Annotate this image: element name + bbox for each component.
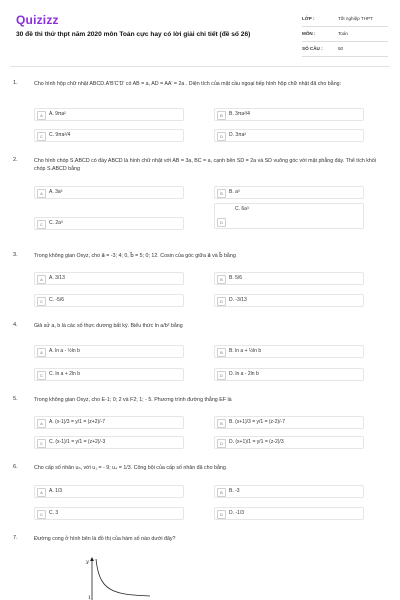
option-letter: C: [37, 439, 46, 448]
question-text: Đường cong ở hình bên là đồ thị của hàm số nào dưới đây?: [34, 536, 176, 542]
option-text: B. 5/6: [229, 275, 243, 281]
option-text: A. ln a - ½ln b: [49, 348, 80, 354]
option-letter: C: [37, 132, 46, 141]
question-text: Trong không gian Oxyz, cho E-1; 0; 2 và F2; 1; - 5. Phương trình đường thẳng EF là: [34, 397, 232, 403]
answer-option-a[interactable]: [34, 186, 184, 199]
answer-option-c[interactable]: [34, 217, 184, 230]
option-text: C. ln a + 2ln b: [49, 371, 80, 377]
question-text: Trong không gian Oxyz, cho a⃗ = -3; 4; 0, b⃗ = 5; 0; 12. Cosin của góc giữa a⃗ và b⃗ bằng: [34, 253, 236, 259]
page-header: [0, 0, 400, 62]
answer-option-c[interactable]: [34, 368, 184, 381]
answer-option-a[interactable]: [34, 272, 184, 285]
option-text: D. (x+1)/1 = y/1 = (z-2)/3: [229, 439, 284, 445]
answer-option-a[interactable]: [34, 416, 184, 429]
tick-label: 1: [88, 596, 91, 600]
option-letter: A: [37, 348, 46, 357]
option-text: A. 9πa²: [49, 111, 66, 117]
option-text: B. (x+1)/3 = y/1 = (z-2)/-7: [229, 419, 285, 425]
answer-option-d[interactable]: [214, 368, 364, 381]
option-text: B. 3πa²/4: [229, 111, 250, 117]
curve: [96, 559, 150, 596]
option-letter: C: [37, 220, 46, 229]
question-number: 5.: [13, 396, 18, 402]
question-text: Cho hình hộp chữ nhật ABCD.A'B'C'D' có AB = a, AD = AA' = 2a . Diện tích của mặt cầu ngoại tiếp hình hộp chữ nhật đã cho bằng:: [34, 81, 342, 87]
question-text: Cho hình chóp S.ABCD có đáy ABCD là hình chữ nhật với AB = 3a, BC = a, cạnh bên SD = 2a và SD vuông góc với mặt phẳng đáy. Thể tích khối chóp S.ABCD bằng: [34, 158, 376, 172]
option-text: C. 6a³: [235, 206, 249, 212]
option-letter: A: [37, 419, 46, 428]
option-letter: C: [37, 371, 46, 380]
question-number: 1.: [13, 80, 18, 86]
option-letter: A: [37, 189, 46, 198]
answer-option-d[interactable]: [214, 436, 364, 449]
answer-option-d[interactable]: [214, 507, 364, 520]
y-axis-arrow: [90, 557, 94, 561]
option-text: C. 2a³: [49, 220, 63, 226]
answer-option-d[interactable]: [214, 129, 364, 142]
meta-key: SỐ CÂU :: [302, 46, 323, 51]
option-text: C. 3: [49, 510, 59, 516]
answer-option-d[interactable]: [214, 294, 364, 307]
answer-option-b[interactable]: [214, 272, 364, 285]
answer-option-c[interactable]: [34, 294, 184, 307]
option-letter: B: [217, 189, 226, 198]
option-text: B. a³: [229, 189, 240, 195]
meta-row-class: [302, 14, 388, 27]
option-text: D. ln a - 2ln b: [229, 371, 259, 377]
y-axis-label: y: [86, 559, 89, 565]
meta-row-question-count: [302, 44, 388, 57]
question-number: 3.: [13, 252, 18, 258]
option-text: B. ln a + ½ln b: [229, 348, 262, 354]
option-letter: B: [217, 111, 226, 120]
option-letter: C: [37, 297, 46, 306]
function-graph: [82, 557, 152, 600]
meta-value: 50: [338, 46, 344, 51]
option-text: A. (x-1)/3 = y/1 = (z+2)/-7: [49, 419, 105, 425]
question-text: Cho cấp số nhân uₙ, với u₁ = - 9; u₄ = 1/3. Công bội của cấp số nhân đã cho bằng: [34, 465, 226, 471]
option-text: A. 1/3: [49, 488, 63, 494]
option-letter: B: [217, 275, 226, 284]
answer-option-a[interactable]: [34, 108, 184, 121]
option-letter: D: [217, 439, 226, 448]
option-letter: A: [37, 111, 46, 120]
option-text: B. -3: [229, 488, 240, 494]
quizizz-logo: Quizizz: [16, 13, 59, 27]
question-text: Giả sử a, b là các số thực dương bất kỳ. Biểu thức ln a/b² bằng: [34, 323, 183, 329]
option-letter: B: [217, 348, 226, 357]
meta-key: LỚP :: [302, 16, 315, 21]
meta-key: MÔN :: [302, 31, 316, 36]
answer-option-b[interactable]: [214, 416, 364, 429]
option-text: D. -1/3: [229, 510, 245, 516]
answer-option-c[interactable]: [34, 507, 184, 520]
answer-option-d[interactable]: [214, 203, 364, 229]
answer-option-c[interactable]: [34, 436, 184, 449]
option-text: C. (x-1)/1 = y/1 = (z+2)/-3: [49, 439, 106, 445]
option-text: C. 9πa²/4: [49, 132, 71, 138]
answer-option-b[interactable]: [214, 186, 364, 199]
option-letter: D: [217, 132, 226, 141]
answer-option-b[interactable]: [214, 345, 364, 358]
option-letter: C: [37, 510, 46, 519]
header-divider: [10, 66, 390, 67]
option-text: D. 3πa²: [229, 132, 247, 138]
option-letter: D: [217, 297, 226, 306]
meta-row-subject: [302, 29, 388, 42]
answer-option-b[interactable]: [214, 485, 364, 498]
answer-option-a[interactable]: [34, 485, 184, 498]
option-letter: B: [217, 419, 226, 428]
option-letter: D: [217, 218, 226, 227]
option-text: A. 3/13: [49, 275, 65, 281]
meta-value: Toán: [338, 31, 348, 36]
option-text: D. -3/13: [229, 297, 247, 303]
answer-option-c[interactable]: [34, 129, 184, 142]
option-text: C. -5/6: [49, 297, 65, 303]
question-number: 6.: [13, 464, 18, 470]
option-letter: B: [217, 488, 226, 497]
answer-option-b[interactable]: [214, 108, 364, 121]
document-title: 30 đề thi thử thpt năm 2020 môn Toán cực hay có lời giải chi tiết (đề số 26): [16, 31, 251, 38]
option-letter: D: [217, 510, 226, 519]
question-number: 4.: [13, 322, 18, 328]
question-number: 2.: [13, 157, 18, 163]
option-text: A. 3a³: [49, 189, 63, 195]
meta-value: Tốt nghiệp THPT: [338, 16, 373, 21]
answer-option-a[interactable]: [34, 345, 184, 358]
option-letter: A: [37, 275, 46, 284]
option-letter: A: [37, 488, 46, 497]
option-letter: D: [217, 371, 226, 380]
question-number: 7.: [13, 535, 18, 541]
